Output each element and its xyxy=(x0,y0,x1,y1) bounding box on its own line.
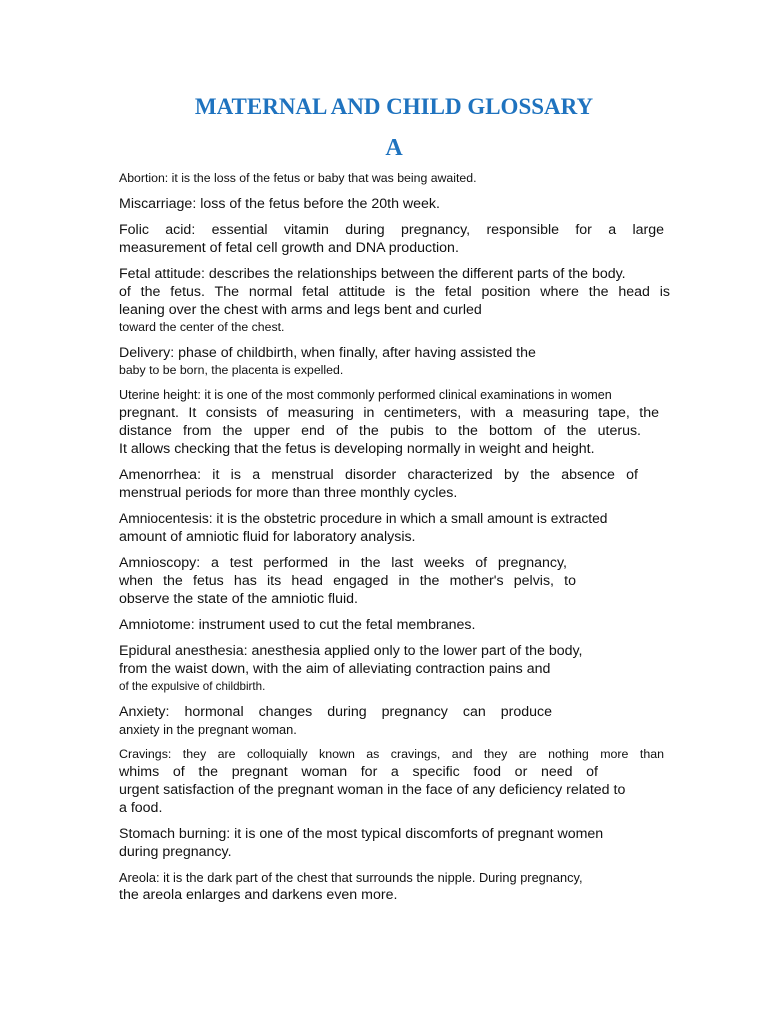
entry-line: Uterine height: it is one of the most commonly performed clinical examinations in women xyxy=(119,388,612,402)
entry-line: a food. xyxy=(119,800,163,816)
entry-line: whims of the pregnant woman for a specific food or need of xyxy=(119,764,598,780)
entry-line: Miscarriage: loss of the fetus before the 20th week. xyxy=(119,196,440,212)
entry-line: toward the center of the chest. xyxy=(119,320,285,334)
entry-line: Fetal attitude: describes the relationships between the different parts of the body. xyxy=(119,266,626,282)
entry-line: during pregnancy. xyxy=(119,844,232,860)
glossary-entry-uterine-height xyxy=(119,387,664,458)
glossary-entry-amniotome xyxy=(119,616,664,634)
glossary-entry-amenorrhea xyxy=(119,466,664,502)
entry-line: Amenorrhea: it is a menstrual disorder characterized by the absence of xyxy=(119,467,638,483)
glossary-entry-anxiety xyxy=(119,703,664,738)
entry-line: when the fetus has its head engaged in the mother's pelvis, to xyxy=(119,573,576,589)
entry-line: observe the state of the amniotic fluid. xyxy=(119,591,358,607)
entry-line: Cravings: they are colloquially known as cravings, and they are nothing more than xyxy=(119,747,664,761)
glossary-entry-amnioscopy xyxy=(119,554,664,608)
glossary-entry-delivery xyxy=(119,344,664,379)
glossary-entry-epidural-anesthesia xyxy=(119,642,664,695)
entry-line: Areola: it is the dark part of the chest that surrounds the nipple. During pregnancy, xyxy=(119,870,583,885)
entry-line: baby to be born, the placenta is expelled. xyxy=(119,363,344,377)
entry-line: Folic acid: essential vitamin during pregnancy, responsible for a large xyxy=(119,222,664,238)
section-letter-heading: A xyxy=(385,135,403,161)
entry-line: distance from the upper end of the pubis to the bottom of the uterus. xyxy=(119,423,641,439)
entry-line: from the waist down, with the aim of alleviating contraction pains and xyxy=(119,661,551,677)
entry-line: Abortion: it is the loss of the fetus or baby that was being awaited. xyxy=(119,171,477,185)
entry-line: anxiety in the pregnant woman. xyxy=(119,722,297,737)
entry-line: It allows checking that the fetus is developing normally in weight and height. xyxy=(119,441,595,457)
glossary-entry-fetal-attitude xyxy=(119,265,679,336)
entry-line: the areola enlarges and darkens even more. xyxy=(119,887,398,903)
entry-line: Epidural anesthesia: anesthesia applied only to the lower part of the body, xyxy=(119,643,583,659)
glossary-entry-cravings xyxy=(119,746,664,817)
entry-line: Amniotome: instrument used to cut the fetal membranes. xyxy=(119,617,476,633)
glossary-entry-miscarriage xyxy=(119,195,664,213)
glossary-entries xyxy=(119,170,670,912)
entry-line: pregnant. It consists of measuring in centimeters, with a measuring tape, the xyxy=(119,405,659,421)
glossary-entry-folic-acid xyxy=(119,221,664,257)
glossary-entry-amniocentesis xyxy=(119,510,664,546)
entry-line: leaning over the chest with arms and legs bent and curled xyxy=(119,302,482,318)
entry-line: of the expulsive of childbirth. xyxy=(119,680,266,693)
entry-line: amount of amniotic fluid for laboratory analysis. xyxy=(119,529,416,545)
entry-line: urgent satisfaction of the pregnant woman in the face of any deficiency related to xyxy=(119,782,626,798)
entry-line: Amnioscopy: a test performed in the last weeks of pregnancy, xyxy=(119,555,567,571)
entry-line: Delivery: phase of childbirth, when finally, after having assisted the xyxy=(119,345,536,361)
glossary-entry-areola xyxy=(119,869,664,904)
entry-line: Stomach burning: it is one of the most typical discomforts of pregnant women xyxy=(119,826,604,842)
entry-line: menstrual periods for more than three monthly cycles. xyxy=(119,485,458,501)
glossary-entry-stomach-burning xyxy=(119,825,664,861)
entry-line: Anxiety: hormonal changes during pregnancy can produce xyxy=(119,704,552,720)
glossary-entry-abortion xyxy=(119,170,664,187)
document-title: MATERNAL AND CHILD GLOSSARY xyxy=(194,94,594,119)
entry-line: of the fetus. The normal fetal attitude is the fetal position where the head is xyxy=(119,284,670,300)
entry-line: Amniocentesis: it is the obstetric procedure in which a small amount is extracted xyxy=(119,511,608,526)
entry-line: measurement of fetal cell growth and DNA production. xyxy=(119,240,459,256)
